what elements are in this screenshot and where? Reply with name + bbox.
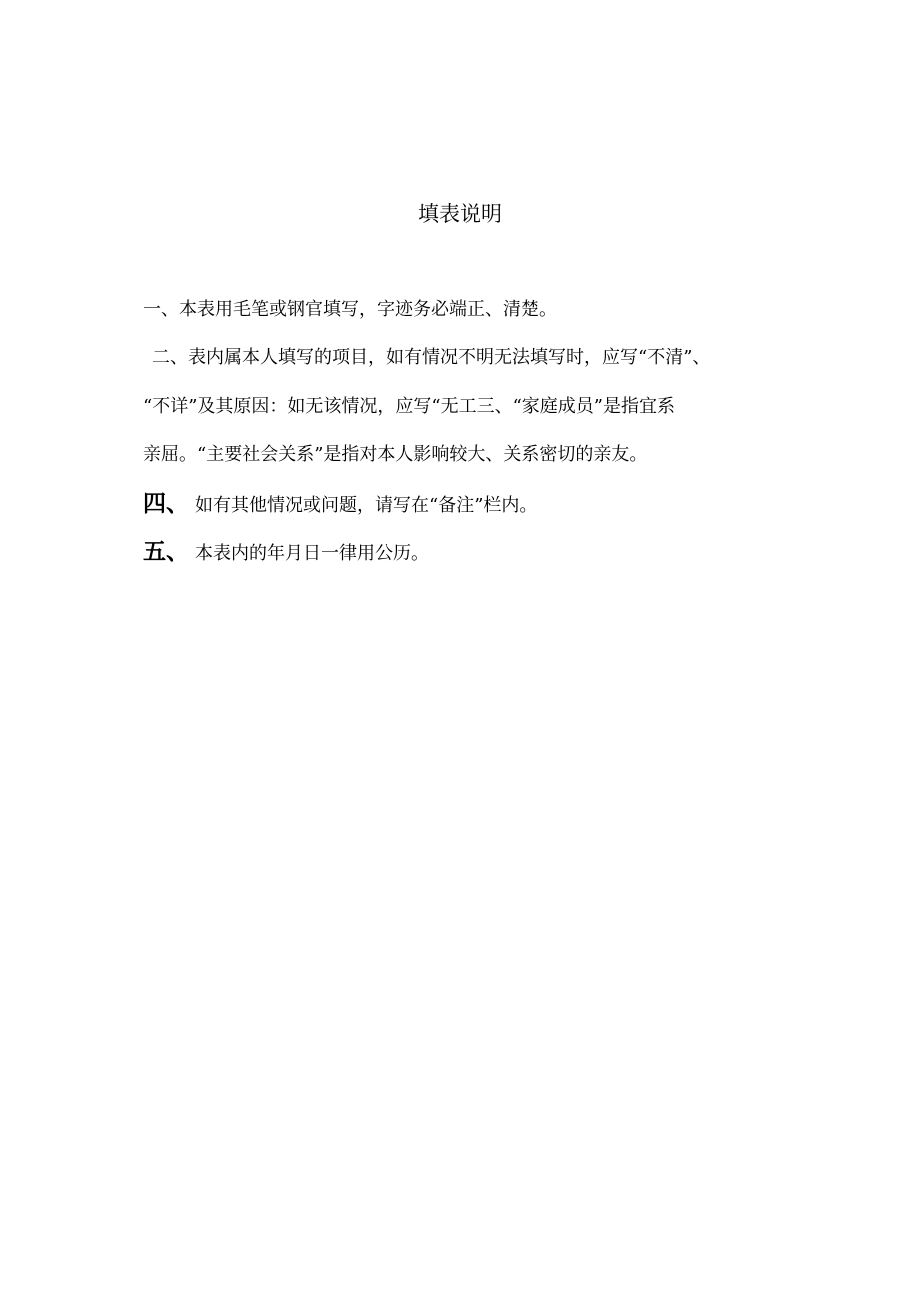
item-4-number: 四、 (143, 491, 189, 517)
item-5-number: 五、 (143, 539, 189, 565)
instruction-item-2-line-1: 二、表内属本人填写的项目，如有情况不明无法填写时，应写“不清”、 (152, 347, 711, 368)
instruction-item-5 (143, 528, 803, 578)
item-4-text: 如有其他情况或问题，请写在“备注”栏内。 (195, 495, 538, 516)
instruction-item-1: 一、本表用毛笔或钢官填写，字迹务必端正、清楚。 (143, 299, 557, 320)
instruction-item-4 (143, 480, 803, 530)
instruction-item-2-line-3: 亲屈。“主要社会关系”是指对本人影响较大、关系密切的亲友。 (143, 444, 648, 465)
document-title: 填表说明 (418, 202, 502, 226)
instruction-item-2-line-2: “不详”及其原因：如无该情况，应写“无工三、“家庭成员”是指宜系 (143, 396, 676, 417)
item-5-text: 本表内的年月日一律用公历。 (195, 543, 429, 564)
